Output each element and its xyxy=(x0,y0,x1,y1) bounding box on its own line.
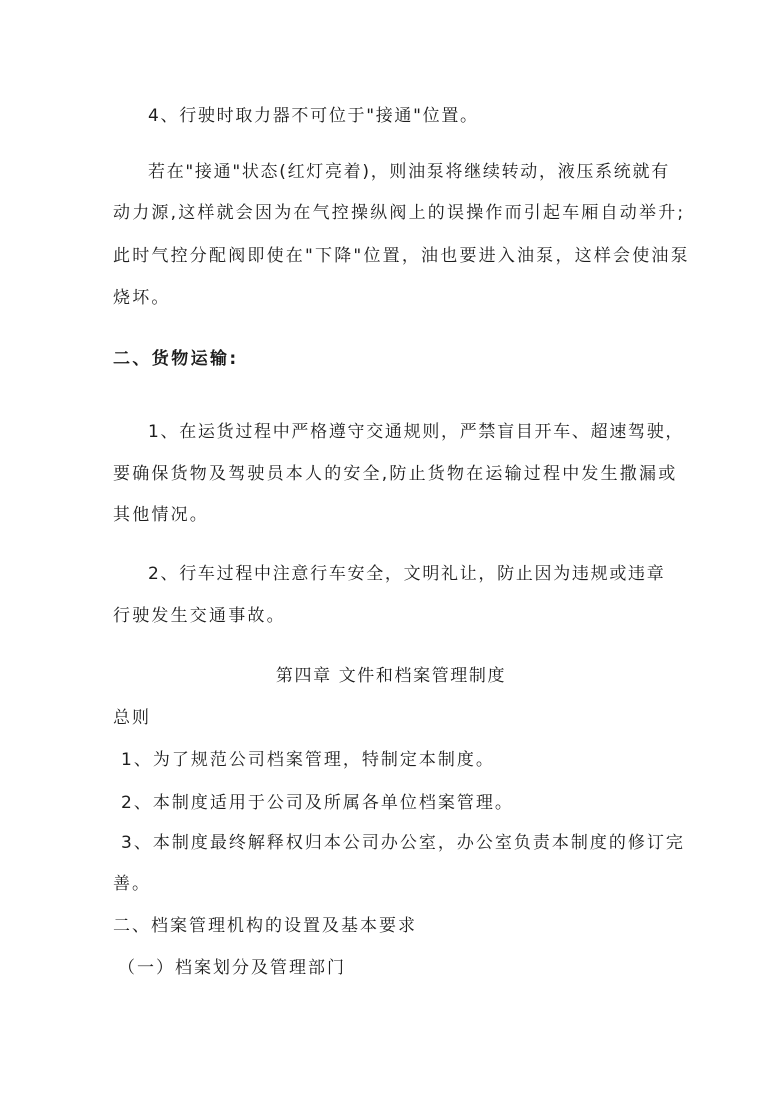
archive-section-heading: 二、档案管理机构的设置及基本要求 xyxy=(113,916,417,936)
rule-item: 1、为了规范公司档案管理，特制定本制度。 xyxy=(121,750,495,770)
cargo-item-1-line: 其他情况。 xyxy=(113,505,209,525)
archive-subsection-heading: （一）档案划分及管理部门 xyxy=(118,958,346,978)
paragraph-line: 动力源,这样就会因为在气控操纵阀上的误操作而引起车厢自动举升; xyxy=(113,203,686,223)
section-heading-cargo-transport: 二、货物运输: xyxy=(113,349,239,369)
rule-item-3-line: 3、本制度最终解释权归本公司办公室，办公室负责本制度的修订完 xyxy=(121,833,685,853)
cargo-item-2-line: 行驶发生交通事故。 xyxy=(113,606,286,626)
item-4-power-takeoff: 4、行驶时取力器不可位于"接通"位置。 xyxy=(148,106,479,126)
paragraph-line: 此时气控分配阀即使在"下降"位置，油也要进入油泵，这样会使油泵 xyxy=(113,246,690,266)
rule-item-3-line: 善。 xyxy=(113,874,151,894)
cargo-item-1-line: 1、在运货过程中严格遵守交通规则，严禁盲目开车、超速驾驶， xyxy=(148,422,685,442)
paragraph-line: 若在"接通"状态(红灯亮着)，则油泵将继续转动，液压系统就有 xyxy=(148,162,670,182)
rule-item: 2、本制度适用于公司及所属各单位档案管理。 xyxy=(121,793,514,813)
chapter-title: 第四章 文件和档案管理制度 xyxy=(275,666,507,686)
cargo-item-1-line: 要确保货物及驾驶员本人的安全,防止货物在运输过程中发生撒漏或 xyxy=(113,464,678,484)
general-rules-heading: 总则 xyxy=(113,708,151,728)
paragraph-line: 烧坏。 xyxy=(113,288,171,308)
cargo-item-2-line: 2、行车过程中注意行车安全，文明礼让，防止因为违规或违章 xyxy=(148,564,666,584)
